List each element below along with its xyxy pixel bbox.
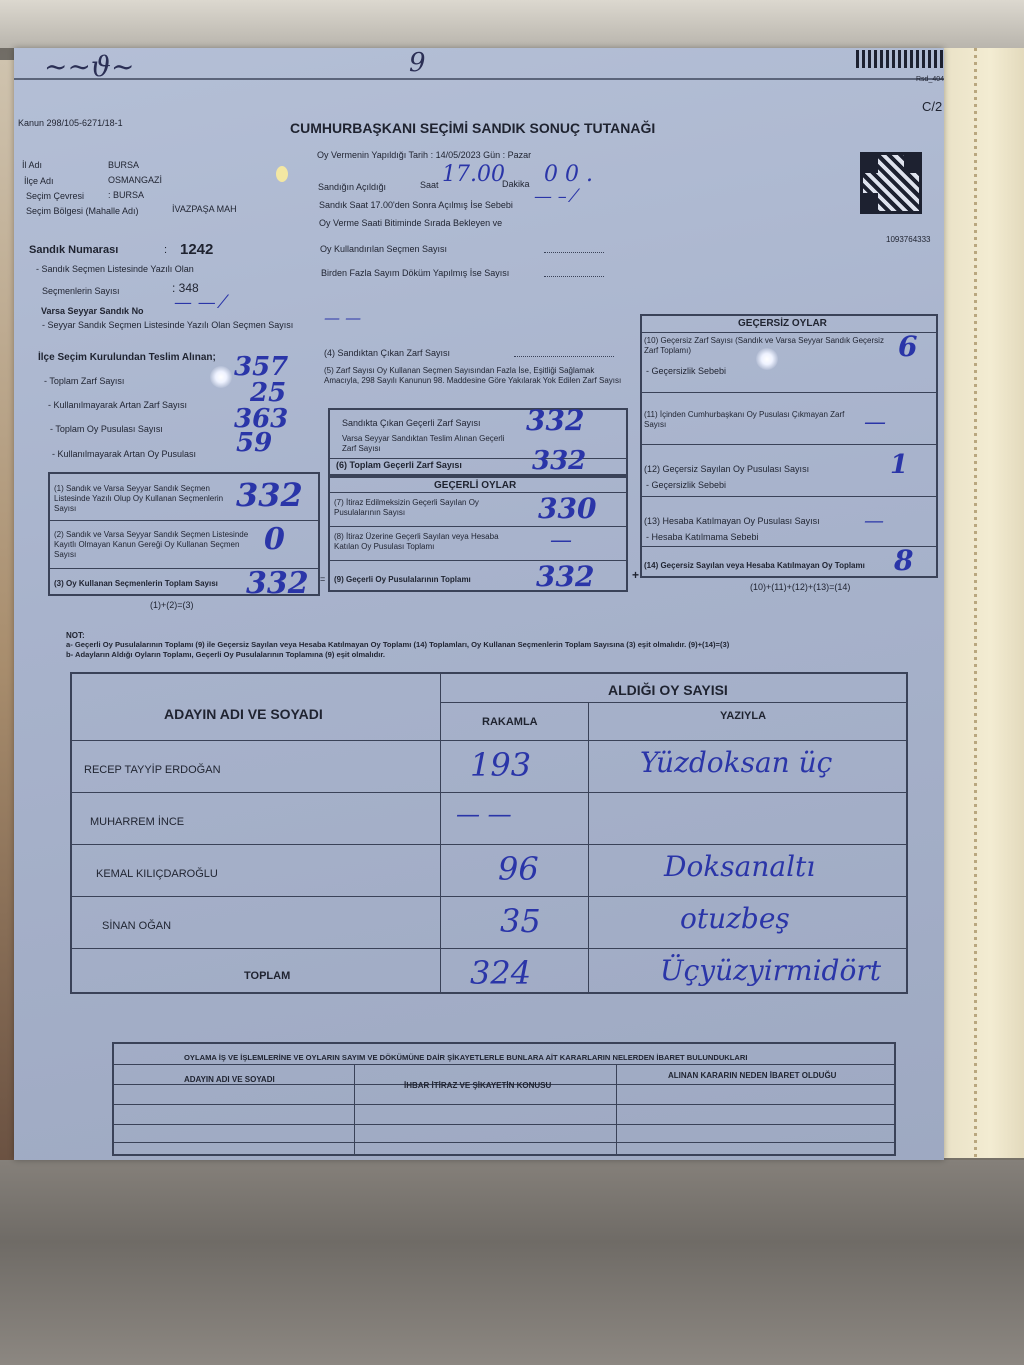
date-text: Oy Vermenin Yapıldığı Tarih : 14/05/2023 Gün : Pazar xyxy=(317,150,532,160)
listed-value: : 348 xyxy=(172,281,199,295)
artan-pusula-value: 59 xyxy=(236,428,273,458)
candidate-name: RECEP TAYYİP ERDOĞAN xyxy=(84,764,221,776)
artan-pusula-label: - Kullanılmayarak Artan Oy Pusulası xyxy=(52,449,197,459)
r10-value: 6 xyxy=(898,330,918,363)
glare-spot xyxy=(276,166,288,182)
candidate-votes-words: Yüzdoksan üç xyxy=(640,746,833,779)
complaints-col1: ADAYIN ADI VE SOYADI xyxy=(184,1075,275,1084)
r5-label: (5) Zarf Sayısı Oy Kullanan Seçmen Sayısından Fazla İse, Eşitliği Sağlamak Amacıyla, 298 Sayılı Kanunun 98. Maddesine Göre Yakılarak Yok Edilen Zarf Sayısı xyxy=(324,366,622,385)
dotted-line xyxy=(544,276,604,277)
candidate-votes-num: 35 xyxy=(500,902,541,940)
r13-label: (13) Hesaba Katılmayan Oy Pusulası Sayısı xyxy=(644,516,820,526)
kanun-reference: Kanun 298/105-6271/18-1 xyxy=(18,118,123,128)
candidate-name: SİNAN OĞAN xyxy=(102,920,172,932)
dakika-value: 0 0 . xyxy=(544,162,593,187)
sonra-label: Sandık Saat 17.00'den Sonra Açılmış İse Sebebi xyxy=(319,200,513,210)
b1-label: (1) Sandık ve Varsa Seyyar Sandık Seçmen Listesinde Yazılı Olup Oy Kullanan Seçmenlerin Sayısı xyxy=(54,484,224,513)
candidate-votes-words: otuzbeş xyxy=(680,902,790,935)
kullandirilan-label: Oy Kullandırılan Seçmen Sayısı xyxy=(320,244,448,254)
barcode-strip xyxy=(856,50,946,68)
sandik-number-value: 1242 xyxy=(180,241,214,258)
r12-value: 1 xyxy=(890,450,909,480)
candidate-votes-num: 193 xyxy=(470,746,532,784)
valid-votes-box xyxy=(328,476,628,592)
bolge-value: İVAZPAŞA MAH xyxy=(172,204,237,214)
total-label: TOPLAM xyxy=(244,970,291,982)
complaints-table xyxy=(112,1042,896,1156)
results-table xyxy=(70,672,908,994)
complaints-col3: ALINAN KARARIN NEDEN İBARET OLDUĞU xyxy=(668,1071,837,1080)
page-title: CUMHURBAŞKANI SEÇİMİ SANDIK SONUÇ TUTANAĞI xyxy=(290,120,656,136)
top-right-code: Rsd_404 xyxy=(916,76,945,83)
col-words-header: YAZIYLA xyxy=(720,710,767,722)
r12-label: (12) Geçersiz Sayılan Oy Pusulası Sayısı xyxy=(644,464,810,474)
toplam-zarf-label: - Toplam Zarf Sayısı xyxy=(44,376,125,386)
r8-label: (8) İtiraz Üzerine Geçerli Sayılan veya Hesaba Katılan Oy Pusulası Toplamı xyxy=(334,532,499,551)
total-votes-num: 324 xyxy=(470,954,532,992)
col-num-header: RAKAMLA xyxy=(482,716,538,728)
cevre-value: : BURSA xyxy=(108,190,145,200)
note-block xyxy=(66,630,946,660)
formula-left: (1)+(2)=(3) xyxy=(150,600,194,610)
il-label: İl Adı xyxy=(22,160,43,170)
il-value: BURSA xyxy=(108,160,140,170)
r14-label: (14) Geçersiz Sayılan veya Hesaba Katılmayan Oy Toplamı xyxy=(644,561,865,570)
g2-label: Varsa Seyyar Sandıktan Teslim Alınan Geçerli Zarf Sayısı xyxy=(342,434,505,453)
note-b: b- Adayların Aldığı Oyların Toplamı, Geçerli Oy Pusulalarının Toplamına (9) eşit olmalıdır. xyxy=(66,650,386,659)
gecerli-heading: GEÇERLİ OYLAR xyxy=(434,480,517,491)
candidate-votes-num: — — xyxy=(456,800,512,828)
toplam-pusula-value: 363 xyxy=(234,404,289,434)
toplam-zarf-value: 357 xyxy=(234,352,289,382)
candidate-name: KEMAL KILIÇDAROĞLU xyxy=(96,868,218,880)
candidate-name: MUHARREM İNCE xyxy=(90,816,185,828)
valid-envelope-box xyxy=(328,404,628,476)
dotted-line xyxy=(544,252,604,253)
r13-sebep: - Hesaba Katılmama Sebebi xyxy=(646,532,759,542)
b1-value: 332 xyxy=(236,476,303,514)
seyyar-list-dash: — — xyxy=(324,308,362,327)
note-a: a- Geçerli Oy Pusulalarının Toplamı (9) ile Geçersiz Sayılan veya Hesaba Katılmayan Oy Toplamı (14) Toplamları, Oy Kullanan Seçmenlerin Toplam Sayısına (3) eşit olmalıdır. (9)+(14)=(3) xyxy=(66,640,730,649)
barcode-number: 1093764333 xyxy=(886,235,931,244)
b3-value: 332 xyxy=(246,566,309,601)
birden-label: Birden Fazla Sayım Döküm Yapılmış İse Sayısı xyxy=(321,268,510,278)
voters-box xyxy=(48,472,320,601)
toplam-pusula-label: - Toplam Oy Pusulası Sayısı xyxy=(50,424,163,434)
dotted-line xyxy=(514,356,614,357)
qr-code xyxy=(860,152,922,214)
bekleyen-label: Oy Verme Saati Bitiminde Sırada Bekleyen ve xyxy=(319,218,503,228)
r4-label: (4) Sandıktan Çıkan Zarf Sayısı xyxy=(324,348,451,358)
g1-label: Sandıkta Çıkan Geçerli Zarf Sayısı xyxy=(342,418,481,428)
b2-value: 0 xyxy=(264,522,285,557)
r10-sebep: - Geçersizlik Sebebi xyxy=(646,366,727,376)
r9-label: (9) Geçerli Oy Pusulalarının Toplamı xyxy=(334,575,471,584)
light-reflection xyxy=(210,366,232,388)
handwritten-top-mark: 9 xyxy=(409,48,426,78)
total-votes-words: Üçyüzyirmidört xyxy=(660,954,881,987)
r14-value: 8 xyxy=(894,544,914,577)
handwritten-scribble: ~∼ϑ~ xyxy=(44,50,135,83)
listed-label-2: Seçmenlerin Sayısı xyxy=(42,286,120,296)
bolge-label: Seçim Bölgesi (Mahalle Adı) xyxy=(26,206,139,216)
b2-label: (2) Sandık ve Varsa Seyyar Sandık Seçmen Listesinde Kayıtlı Olmayan Kanun Gereği Oy Kullanan Seçmen Sayısı xyxy=(54,530,249,559)
artan-zarf-label: - Kullanılmayarak Artan Zarf Sayısı xyxy=(48,400,188,410)
r13-value: — xyxy=(864,508,884,532)
r11-value: — xyxy=(864,410,886,435)
acildigi-label: Sandığın Açıldığı xyxy=(318,182,387,192)
cevre-label: Seçim Çevresi xyxy=(26,191,85,201)
gecersiz-heading: GEÇERSİZ OYLAR xyxy=(738,318,827,329)
g1-value: 332 xyxy=(526,404,585,437)
plus-sign: + xyxy=(632,568,640,582)
ballot-result-sheet: ~∼ϑ~ 9 Rsd_404 Kanun 298/105-6271/18-1 C/2 CUMHURBAŞKANI SEÇİMİ SANDIK SONUÇ TUTANAĞI İl Adı BURSA İlçe Adı OSMANGAZİ Seçim Çevresi : BURSA Seçim Bölgesi (Mahalle Adı) İVAZPAŞA MAH Oy Vermenin Yapıldığı Tarih : 14/05/2023 Gün : Pazar Sandığın Açıldığı Saat 17.00 Dakika 0 0 . Sandık Saat 17.00'den Sonra Açılmış İse Sebebi — – ⁄ Oy Verme Saati Bitiminde Sırada Bekleyen ve Oy Kullandırılan Seçmen Sayısı Birden Fazla Sayım Döküm Yapılmış İse Sayısı 1093764333 Sandık Numarası : 1242 - Sandık Seçmen Listesinde Yazılı Olan Seçmenlerin Sayısı : 348 Varsa Seyyar Sandık No — — ⁄ - Seyyar Sandık Seçmen Listesinde Yazılı Olan Seçmen Sayısı — — İlçe Seçim Kurulundan Teslim Alınan; - Toplam Zarf Sayısı 357 - Kullanılmayarak Artan Zarf Sayısı 25 - Toplam Oy Pusulası Sayısı 363 - Kullanılmayarak Artan Oy Pusulası 59 (1) Sandık ve Varsa Seyyar Sandık Seçmen Listesinde Yazılı Olup Oy Kullanan Seçmenlerin Sayısı 332 (2) Sandık ve Varsa Seyyar Sandık Seçmen Listesinde Kayıtlı Olmayan Kanun Gereği Oy Kullanan Seçmen Sayısı 0 (3) Oy Kullanan Seçmenlerin Toplam Sayısı 332 (1)+(2)=(3) = (4) Sandıktan Çıkan Zarf Sayısı (5) Zarf Sayısı Oy Kullanan Seçmen Sayısından Fazla İse, Eşitliği Sağlamak Amacıyla, 298 Sayılı Kanunun 98. Maddesine Göre Yakılarak Yok Edilen Zarf Sayısı Sandıkta Çıkan Geçerli Zarf Sayısı 332 Varsa Seyyar Sandıktan Teslim Alınan Geçerli Zarf Sayısı (6) Toplam Geçerli Zarf Sayısı 332 GEÇERLİ OYLAR (7) İtiraz Edilmeksizin Geçerli Sayılan Oy Pusulalarının Sayısı 330 (8) İtiraz Üzerine Geçerli Sayılan veya Hesaba Katılan Oy Pusulası Toplamı — (9) Geçerli Oy Pusulalarının Toplamı 332 + GEÇERSİZ OYLAR (10) Geçersiz Zarf Sayısı (Sandık ve Varsa Seyyar Sandık Geçersiz Zarf Toplamı) 6 - Geçersizlik Sebebi (11) İçinden Cumhurbaşkanı Oy Pusulası Çıkmayan Zarf Sayısı — (12) Geçersiz Sayılan Oy Pusulası Sayısı 1 - Geçersizlik Sebebi (13) Hesaba Katılmayan Oy Pusulası Sayısı — - Hesaba Katılmama Sebebi (14) Geçersiz Sayılan veya Hesaba Katılmayan Oy Toplamı 8 (10)+(11)+(12)+(13)=(14) NOT: a- Geçerli Oy Pusulalarının Toplamı (9) ile Geçersiz Sayılan veya Hesaba Katılmayan Oy Toplamı (14) Toplamları, Oy Kullanan Seçmenlerin Toplam Sayısına (3) eşit olmalıdır. (9)+(14)=(3) b- Adayların Aldığı Oyların Toplamı, Geçerli Oy Pusulalarının Toplamına (9) eşit olmalıdır. ADAYIN ADI VE SOYADI ALDIĞI OY SAYISI RAKAMLA YAZIYLA RECEP TAYYİP ERDOĞAN 193 Yüzdoksan üç MUHARREM İNCE — — KEMAL KILIÇDAROĞLU 96 Doksanaltı SİNAN OĞAN 35 otuzbeş TOPLAM 324 Üçyüzyirmidört OYLAMA İŞ VE İŞLEMLERİNE VE OYLARIN SAYIM VE DÖKÜMÜNE DAİR ŞİKAYETLERLE BUNLARA AİT KARARLARIN NELERDEN İBARET BULUNDUKLARI ADAYIN ADI VE SOYADI İHBAR İTİRAZ VE ŞİKAYETİN KONUSU ALINAN KARARIN NEDEN İBARET OLDUĞU xyxy=(14,48,944,1160)
sheet-top-strip xyxy=(14,48,944,80)
dakika-label: Dakika xyxy=(502,179,530,189)
saat-label: Saat xyxy=(420,180,439,190)
seyyar-dash: — — ⁄ xyxy=(174,292,225,313)
candidate-votes-words: Doksanaltı xyxy=(664,850,816,883)
complaints-col2: İHBAR İTİRAZ VE ŞİKAYETİN KONUSU xyxy=(404,1081,552,1090)
r11-label: (11) İçinden Cumhurbaşkanı Oy Pusulası Çıkmayan Zarf Sayısı xyxy=(644,410,845,429)
r7-label: (7) İtiraz Edilmeksizin Geçerli Sayılan Oy Pusulalarının Sayısı xyxy=(334,498,479,517)
form-code: C/2 xyxy=(922,99,943,114)
artan-zarf-value: 25 xyxy=(250,378,287,408)
candidate-votes-num: 96 xyxy=(498,850,539,888)
formula-right: (10)+(11)+(12)+(13)=(14) xyxy=(750,582,851,592)
b3-label: (3) Oy Kullanan Seçmenlerin Toplam Sayısı xyxy=(54,579,218,588)
r8-value: — xyxy=(550,528,572,553)
background-top xyxy=(0,0,1024,48)
r7-value: 330 xyxy=(538,492,597,525)
note-label: NOT: xyxy=(66,631,85,640)
col-name-header: ADAYIN ADI VE SOYADI xyxy=(164,706,323,722)
equals-sign: = xyxy=(320,574,326,584)
background-floor-blurred xyxy=(0,1160,1024,1365)
light-reflection xyxy=(756,348,778,370)
seyyar-list-label: - Seyyar Sandık Seçmen Listesinde Yazılı Olan Seçmen Sayısı xyxy=(42,320,294,330)
ilce-kurul-heading: İlçe Seçim Kurulundan Teslim Alınan; xyxy=(38,352,216,363)
invalid-votes-box xyxy=(640,314,938,578)
ilce-label: İlçe Adı xyxy=(24,176,54,186)
sonra-dash: — – ⁄ xyxy=(534,186,576,207)
seyyar-label: Varsa Seyyar Sandık No xyxy=(41,306,144,316)
sandik-number-label: Sandık Numarası xyxy=(29,244,119,256)
background-curtain xyxy=(940,48,1024,1158)
col-votes-header: ALDIĞI OY SAYISI xyxy=(608,682,728,698)
r10-label: (10) Geçersiz Zarf Sayısı (Sandık ve Varsa Seyyar Sandık Geçersiz Zarf Toplamı) xyxy=(644,336,884,355)
ilce-value: OSMANGAZİ xyxy=(108,175,163,185)
listed-label: - Sandık Seçmen Listesinde Yazılı Olan xyxy=(36,264,194,274)
saat-value: 17.00 xyxy=(442,162,505,187)
complaints-heading: OYLAMA İŞ VE İŞLEMLERİNE VE OYLARIN SAYIM VE DÖKÜMÜNE DAİR ŞİKAYETLERLE BUNLARA AİT KARARLARIN NELERDEN İBARET BULUNDUKLARI xyxy=(184,1053,748,1062)
r9-value: 332 xyxy=(536,560,595,593)
g6-label: (6) Toplam Geçerli Zarf Sayısı xyxy=(336,460,462,470)
r12-sebep: - Geçersizlik Sebebi xyxy=(646,480,727,490)
g6-value: 332 xyxy=(532,446,587,476)
